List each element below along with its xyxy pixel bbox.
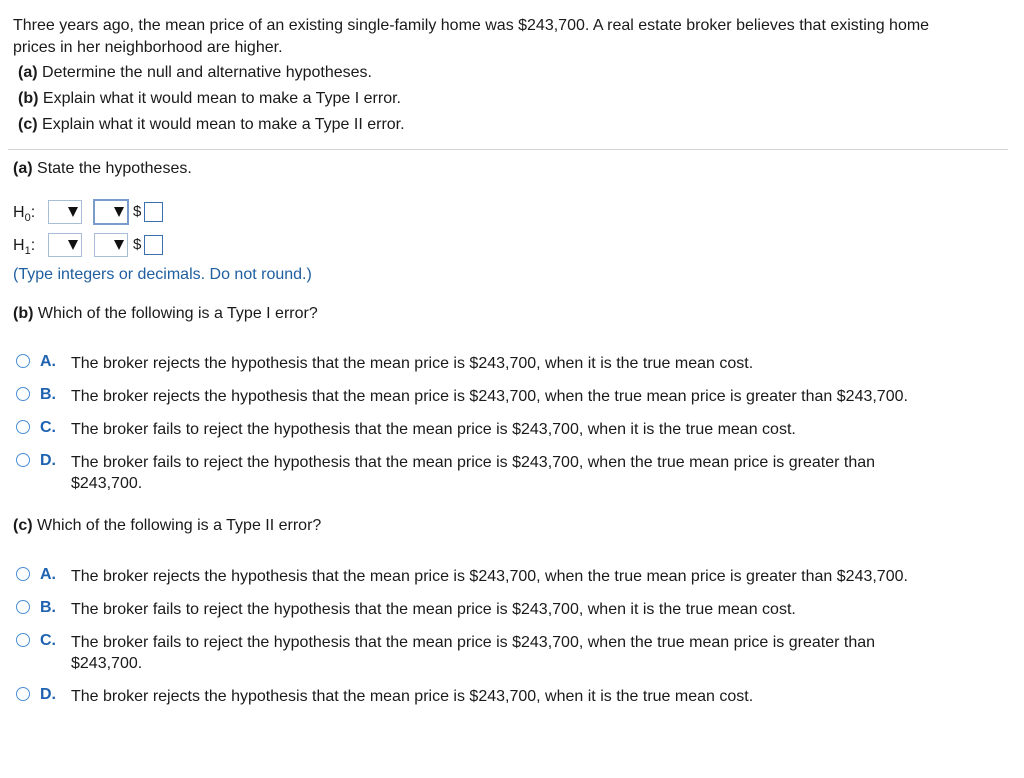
option-text: The broker fails to reject the hypothesis that the mean price is $243,700, when it is the true mean cost. bbox=[71, 421, 796, 438]
part-c-prompt: Which of the following is a Type II error? bbox=[37, 517, 322, 534]
option-text: The broker rejects the hypothesis that the mean price is $243,700, when the true mean price is greater than $243,700. bbox=[71, 388, 908, 405]
h1-subscript: 1 bbox=[24, 245, 31, 257]
radio-button[interactable] bbox=[16, 420, 30, 434]
option-letter: D. bbox=[40, 686, 56, 703]
part-c-heading bbox=[13, 515, 321, 537]
chevron-down-icon bbox=[114, 240, 124, 250]
answer-format-note: (Type integers or decimals. Do not round.) bbox=[13, 266, 312, 283]
h1-label bbox=[13, 237, 35, 255]
radio-button[interactable] bbox=[16, 567, 30, 581]
option-letter: A. bbox=[40, 566, 56, 583]
part-b-prompt: Which of the following is a Type I error? bbox=[37, 305, 318, 322]
part-label: (b) bbox=[18, 90, 39, 107]
h0-operator-dropdown[interactable] bbox=[94, 200, 128, 224]
h0-currency-symbol: $ bbox=[133, 203, 142, 220]
radio-button[interactable] bbox=[16, 600, 30, 614]
h0-label bbox=[13, 204, 35, 222]
part-label: (c) bbox=[18, 116, 38, 133]
radio-button[interactable] bbox=[16, 687, 30, 701]
chevron-down-icon bbox=[68, 240, 78, 250]
h1-operator-dropdown[interactable] bbox=[94, 233, 128, 257]
part-b-heading bbox=[13, 303, 318, 325]
h0-parameter-dropdown[interactable] bbox=[48, 200, 82, 224]
section-divider bbox=[8, 149, 1008, 150]
option-text-line1: The broker fails to reject the hypothesis that the mean price is $243,700, when the true mean price is greater than bbox=[71, 634, 876, 651]
option-text: The broker rejects the hypothesis that the mean price is $243,700, when the true mean price is greater than $243,700. bbox=[71, 568, 908, 585]
question-part-b bbox=[18, 88, 401, 110]
part-text: Explain what it would mean to make a Type I error. bbox=[42, 90, 401, 107]
question-part-a bbox=[18, 62, 372, 84]
h0-colon: : bbox=[30, 204, 36, 221]
option-text bbox=[71, 452, 971, 494]
h1-colon: : bbox=[30, 237, 36, 254]
h1-currency-symbol: $ bbox=[133, 236, 142, 253]
h0-letter: H bbox=[13, 204, 25, 221]
option-letter: C. bbox=[40, 632, 56, 649]
radio-button[interactable] bbox=[16, 387, 30, 401]
option-text: The broker rejects the hypothesis that the mean price is $243,700, when it is the true mean cost. bbox=[71, 355, 754, 372]
option-letter: C. bbox=[40, 419, 56, 436]
h0-value-input[interactable] bbox=[144, 202, 163, 222]
option-text-line1: The broker fails to reject the hypothesis that the mean price is $243,700, when the true mean price is greater than bbox=[71, 454, 876, 471]
question-intro-line2: prices in her neighborhood are higher. bbox=[13, 39, 283, 56]
radio-button[interactable] bbox=[16, 453, 30, 467]
part-text: Explain what it would mean to make a Type II error. bbox=[42, 116, 405, 133]
part-b-label: (b) bbox=[13, 305, 34, 322]
option-text: The broker rejects the hypothesis that the mean price is $243,700, when it is the true mean cost. bbox=[71, 688, 754, 705]
part-c-label: (c) bbox=[13, 517, 33, 534]
option-letter: A. bbox=[40, 353, 56, 370]
h0-subscript: 0 bbox=[24, 212, 31, 224]
option-letter: D. bbox=[40, 452, 56, 469]
part-text: Determine the null and alternative hypotheses. bbox=[42, 64, 372, 81]
option-letter: B. bbox=[40, 386, 56, 403]
option-text bbox=[71, 632, 971, 674]
h1-value-input[interactable] bbox=[144, 235, 163, 255]
part-a-heading bbox=[13, 158, 192, 180]
chevron-down-icon bbox=[114, 207, 124, 217]
h1-parameter-dropdown[interactable] bbox=[48, 233, 82, 257]
option-text: The broker fails to reject the hypothesis that the mean price is $243,700, when it is the true mean cost. bbox=[71, 601, 796, 618]
question-intro-line1: Three years ago, the mean price of an existing single-family home was $243,700. A real estate broker believes that existing home bbox=[13, 17, 930, 34]
option-text-line2: $243,700. bbox=[71, 475, 143, 492]
chevron-down-icon bbox=[68, 207, 78, 217]
option-text-line2: $243,700. bbox=[71, 655, 143, 672]
radio-button[interactable] bbox=[16, 633, 30, 647]
question-part-c bbox=[18, 114, 405, 136]
option-letter: B. bbox=[40, 599, 56, 616]
part-label: (a) bbox=[18, 64, 38, 81]
radio-button[interactable] bbox=[16, 354, 30, 368]
part-a-label: (a) bbox=[13, 160, 33, 177]
h1-letter: H bbox=[13, 237, 25, 254]
part-a-prompt: State the hypotheses. bbox=[37, 160, 192, 177]
